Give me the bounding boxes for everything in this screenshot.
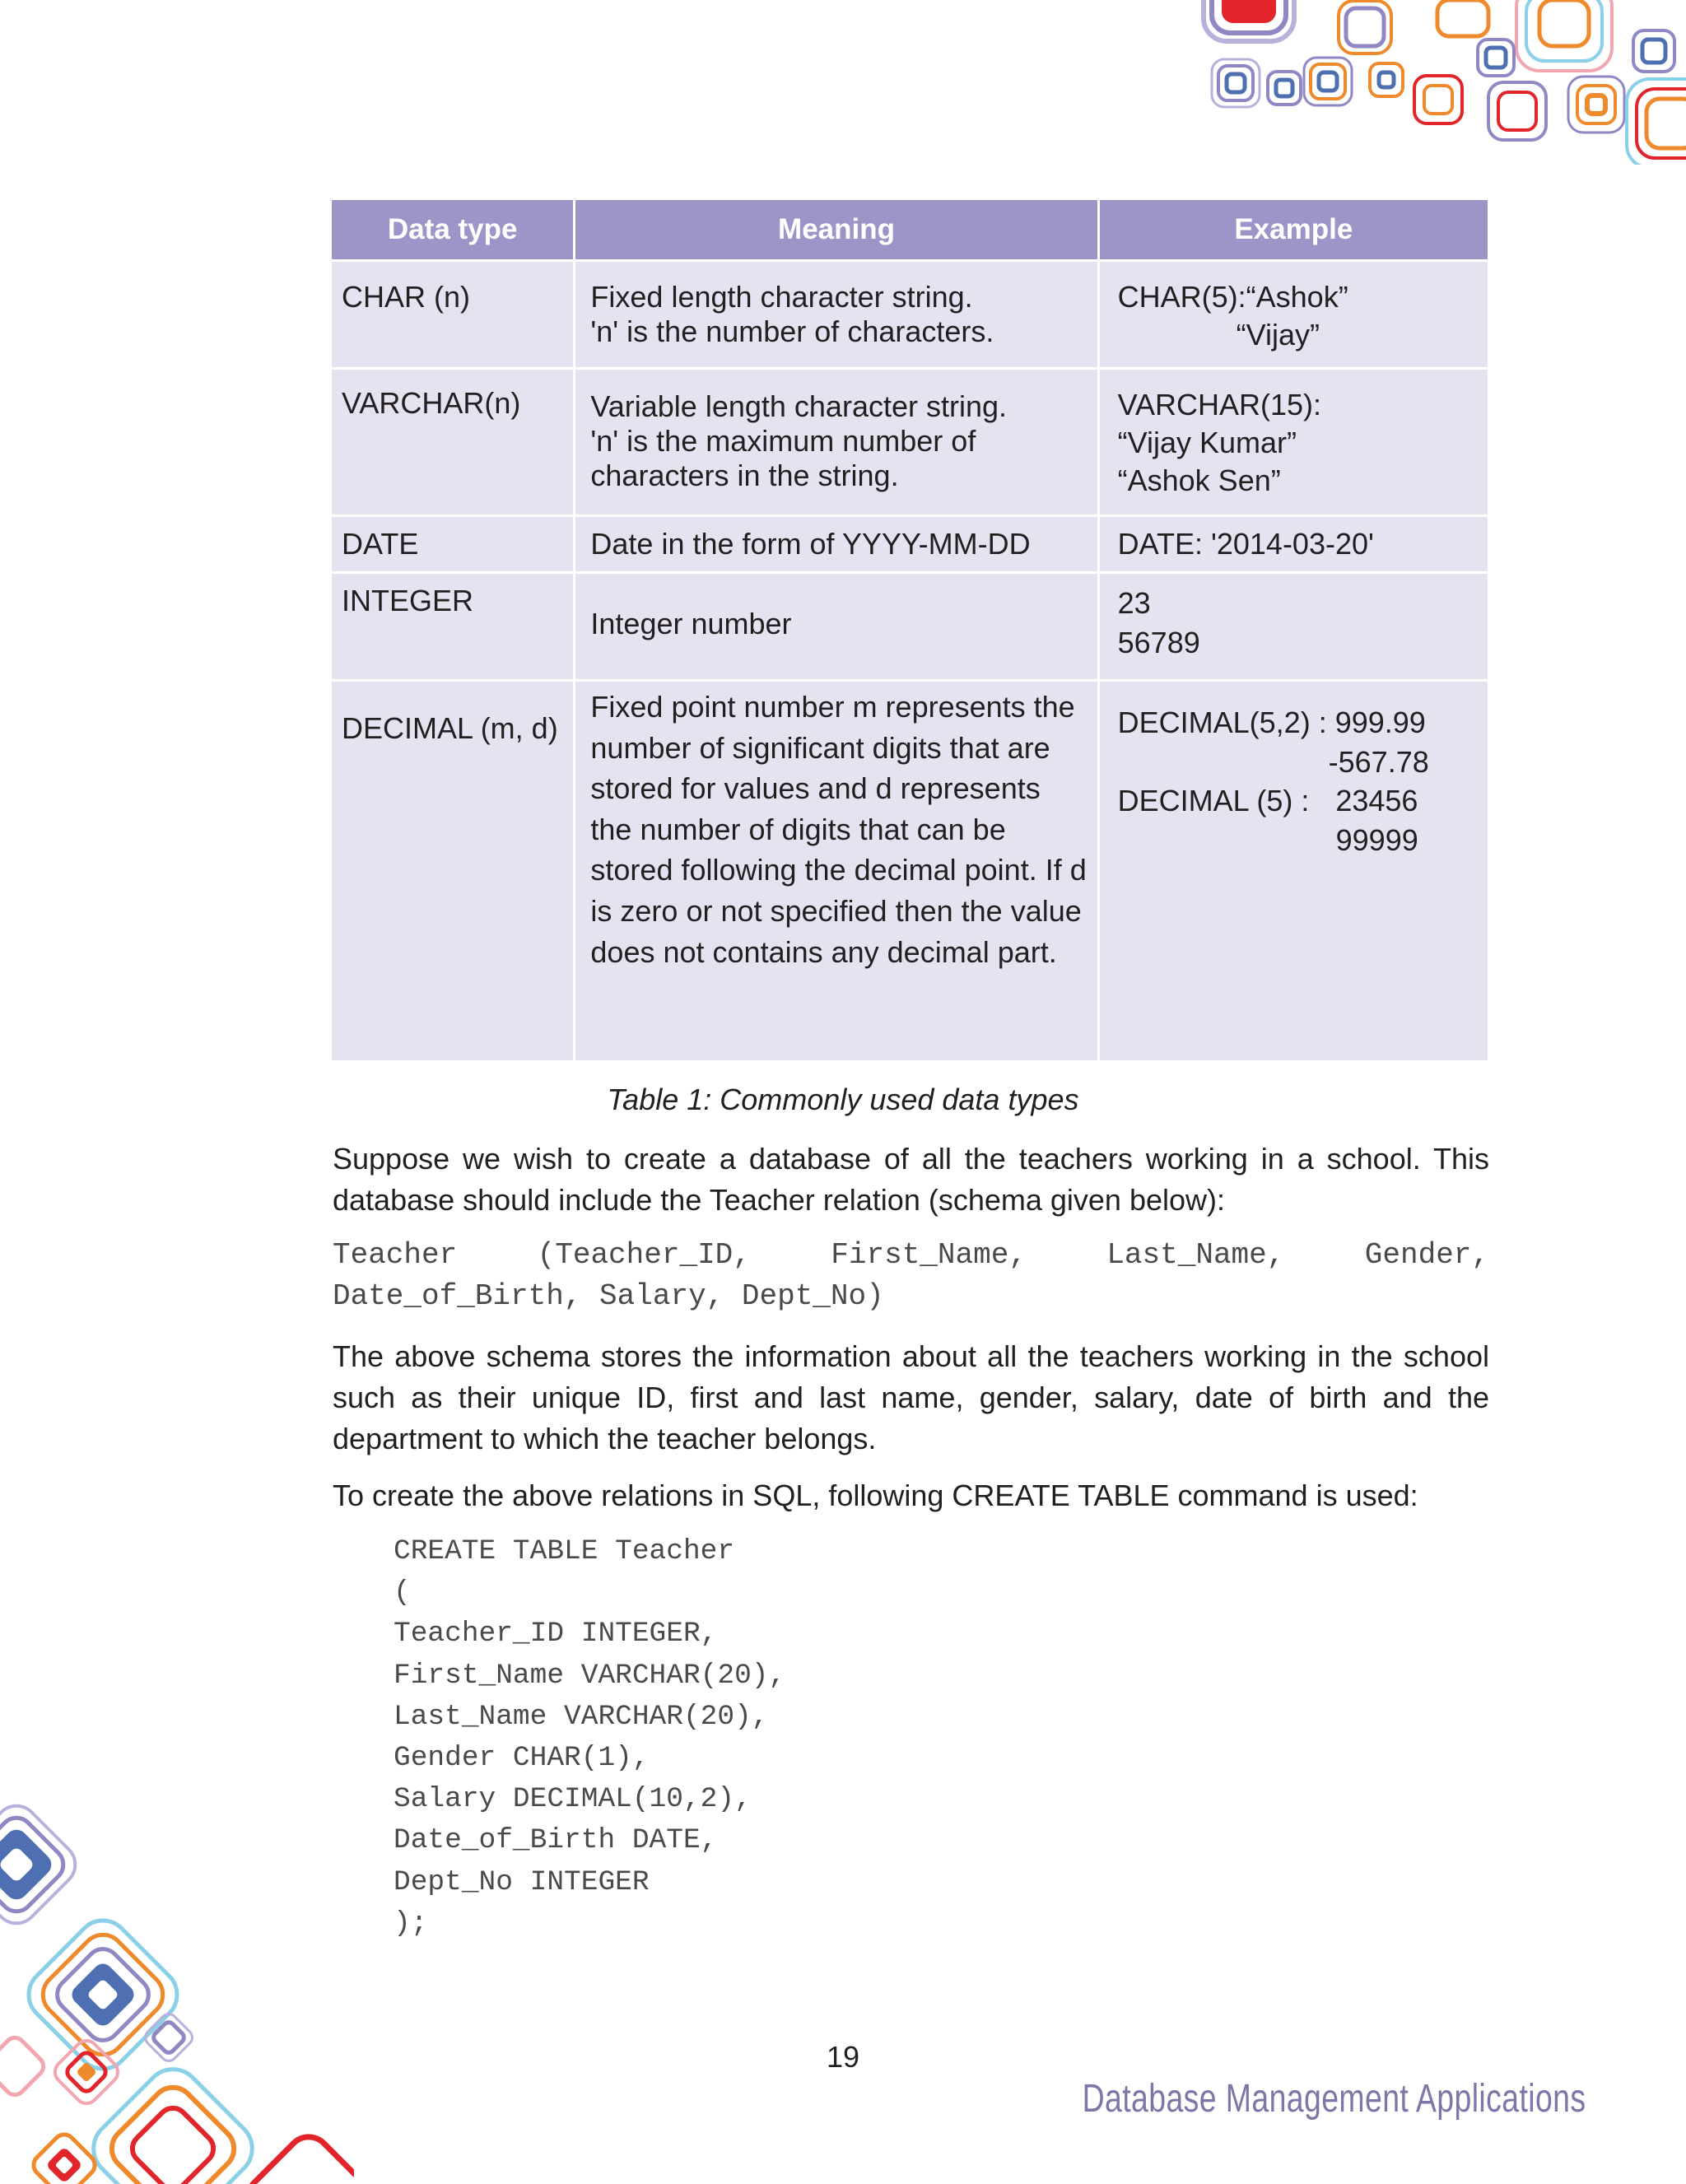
type-cell: CHAR (n) — [332, 262, 573, 367]
header-example: Example — [1100, 200, 1488, 259]
table-row — [332, 517, 1488, 571]
schema-definition: Teacher (Teacher_ID, First_Name, Last_Name, Gender, Date_of_Birth, Salary, Dept_No) — [333, 1238, 1489, 1313]
code-line: ); — [394, 1907, 428, 1940]
type-cell: DATE — [332, 517, 573, 571]
meaning-cell: Date in the form of YYYY-MM-DD — [575, 517, 1097, 571]
example-cell — [1100, 262, 1488, 367]
example-line: -567.78 — [1328, 744, 1429, 779]
example-value: 23456 — [1335, 784, 1418, 817]
create-intro-paragraph: To create the above relations in SQL, following CREATE TABLE command is used: — [333, 1479, 1418, 1512]
example-line: 56789 — [1117, 626, 1200, 659]
example-cell — [1100, 574, 1488, 679]
example-cell — [1100, 517, 1488, 571]
sql-code-block — [394, 1531, 785, 1944]
example-line: VARCHAR(15): — [1117, 388, 1322, 421]
table-caption: Table 1: Commonly used data types — [607, 1083, 1079, 1116]
meaning-cell: Fixed length character string. 'n' is the number of characters. — [575, 262, 1097, 367]
type-cell: INTEGER — [332, 574, 573, 679]
example-line: “Vijay Kumar” — [1117, 426, 1297, 459]
example-line: “Ashok Sen” — [1117, 463, 1281, 497]
example-line: “Vijay” — [1236, 318, 1320, 352]
example-line: CHAR(5):“Ashok” — [1117, 280, 1348, 314]
code-line: CREATE TABLE Teacher — [394, 1535, 735, 1567]
page-number: 19 — [826, 2040, 860, 2074]
table-header-row — [332, 200, 1488, 259]
table-row — [332, 370, 1488, 515]
description-paragraph: The above schema stores the information about all the teachers working in the school such as their unique ID, first and last name, gender, salary, date of birth and the department to which the teacher belongs. — [333, 1339, 1489, 1455]
example-line: DECIMAL(5,2) : 999.99 — [1117, 705, 1426, 739]
type-cell: DECIMAL (m, d) — [332, 682, 573, 1060]
example-label: DECIMAL (5) : — [1117, 784, 1310, 817]
table-row — [332, 682, 1488, 1060]
intro-paragraph: Suppose we wish to create a database of all the teachers working in a school. This database should include the Teacher relation (schema given below): — [333, 1142, 1489, 1217]
type-cell: VARCHAR(n) — [332, 370, 573, 515]
code-line: First_Name VARCHAR(20), — [394, 1659, 786, 1692]
code-line: Last_Name VARCHAR(20), — [394, 1700, 769, 1733]
header-meaning: Meaning — [575, 200, 1097, 259]
example-line: 23 — [1117, 586, 1151, 620]
example-cell — [1100, 370, 1488, 515]
example-line: DATE: '2014-03-20' — [1117, 527, 1374, 561]
decorative-diamonds-bottom — [0, 1795, 354, 2184]
code-line: Dept_No INTEGER — [394, 1865, 650, 1898]
code-line: Date_of_Birth DATE, — [394, 1824, 718, 1857]
code-line: Teacher_ID INTEGER, — [394, 1618, 718, 1651]
example-line: 99999 — [1335, 822, 1418, 857]
code-line: Salary DECIMAL(10,2), — [394, 1783, 752, 1816]
table-row — [332, 574, 1488, 679]
code-line: ( — [394, 1576, 411, 1609]
table-row — [332, 262, 1488, 367]
decorative-squares-top — [1194, 0, 1686, 165]
meaning-cell: Integer number — [575, 574, 1097, 679]
meaning-cell: Fixed point number m represents the number of significant digits that are stored for values and d represents the number of digits that can be stored following the decimal point. If d is zero or not specified then the value does not contains any decimal part. — [575, 682, 1097, 1060]
data-types-table — [329, 198, 1490, 1063]
header-data-type: Data type — [332, 200, 573, 259]
footer-book-title: Database Management Applications — [1082, 2077, 1586, 2121]
example-cell — [1100, 682, 1488, 1060]
example-line — [1118, 781, 1478, 821]
meaning-cell: Variable length character string. 'n' is the maximum number of characters in the string. — [575, 370, 1097, 515]
code-line: Gender CHAR(1), — [394, 1742, 650, 1775]
